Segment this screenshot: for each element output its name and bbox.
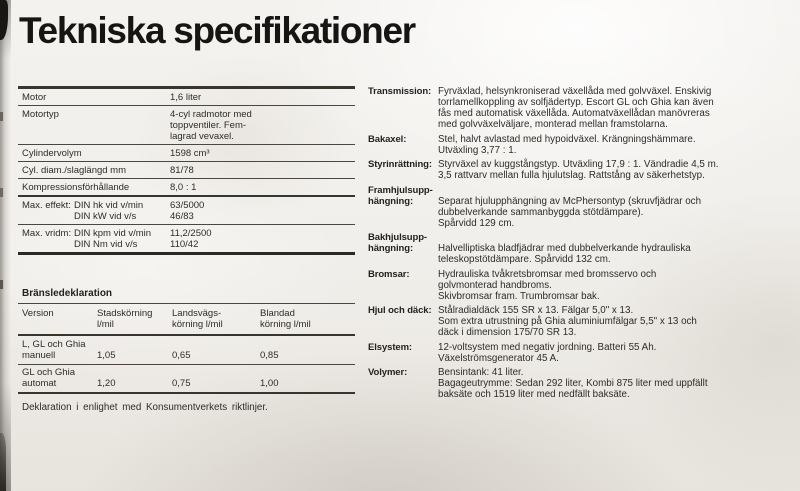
section-label-line: hängning: <box>368 195 414 207</box>
spec-section <box>368 159 788 181</box>
section-text-line: Spårvidd 129 cm. <box>438 217 515 229</box>
spec-row-prefix <box>22 211 74 222</box>
fuel-version-cell <box>22 367 97 389</box>
spec-sublabel: DIN kpm vid v/min <box>74 227 152 239</box>
section-text-line: Utväxling 3,77 : 1. <box>438 144 517 156</box>
fuel-value: 1,20 <box>97 378 116 389</box>
fuel-declaration <box>18 288 355 413</box>
section-label-line: Framhjulsupp- <box>368 184 433 196</box>
fuel-declaration-note: Deklaration i enlighet med Konsumentverkets riktlinjer. <box>22 402 268 413</box>
fuel-value: 1,00 <box>260 378 279 389</box>
spec-value <box>170 109 355 142</box>
section-label <box>368 232 438 265</box>
fuel-declaration-title: Bränsledeklaration <box>22 288 113 299</box>
fuel-header-line: körning l/mil <box>260 319 311 330</box>
fuel-header-line: l/mil <box>97 319 114 330</box>
spec-value-line: 8,0 : 1 <box>170 181 197 193</box>
scan-artifact-edge-ticks <box>0 112 3 121</box>
section-text-line: Styrväxel av kuggstångstyp. Utväxling 17,9 : 1. Vändradie 4,5 m. <box>438 159 719 170</box>
section-text-line: 3,5 rattvarv mellan fulla hjulutslag. Rattstång av säkerhetstyp. <box>438 170 705 181</box>
engine-spec-table <box>18 86 355 255</box>
spec-row <box>18 225 355 252</box>
spec-section <box>368 305 788 338</box>
spec-row <box>18 145 355 162</box>
spec-row <box>18 106 355 145</box>
section-text-line: golvmonterad handbroms. <box>438 279 552 291</box>
spec-row-prefix: Max. vridm: <box>22 227 72 239</box>
fuel-value: 0,75 <box>172 378 191 389</box>
fuel-version-line: manuell <box>22 349 56 361</box>
spec-value <box>170 148 355 159</box>
spec-label: Kompressionsförhållande <box>22 181 130 193</box>
section-text-line: Skivbromsar fram. Trumbromsar bak. <box>438 290 600 302</box>
spec-value-line: 81/78 <box>170 164 194 176</box>
spec-value-line: 1598 cm³ <box>170 147 210 159</box>
section-label <box>368 134 438 156</box>
spec-section <box>368 269 788 302</box>
spec-value: 11,2/2500 <box>170 227 212 239</box>
fuel-value: 0,85 <box>260 349 279 361</box>
fuel-column-header <box>97 308 172 330</box>
section-text-line: med golvväxelväljare, monterad mellan framstolarna. <box>438 119 668 130</box>
section-text-line: Hydrauliska tvåkretsbromsar med bromsservo och <box>438 268 657 280</box>
section-text <box>438 269 788 302</box>
spec-section <box>368 134 788 156</box>
section-text-line: fås med automatisk växellåda. Automatväxellådan manövreras <box>438 108 710 119</box>
spec-value <box>170 92 355 103</box>
spec-value <box>170 165 355 176</box>
section-text-line: baksäte och 1519 liter med nedfällt baksäte. <box>438 389 630 400</box>
spec-value-line: lagrad vevaxel. <box>170 130 234 142</box>
spec-row-prefix: Max. effekt: <box>22 199 71 211</box>
section-label-line: Transmission: <box>368 86 432 97</box>
spec-subrow <box>22 200 355 211</box>
spec-label: Cyl. diam./slaglängd mm <box>22 164 127 176</box>
section-label-line: Bakaxel: <box>368 133 407 145</box>
section-text-line: Som extra utrustning på Ghia aluminiumfälgar 5,5" x 13 och <box>438 316 697 327</box>
section-text <box>438 185 788 229</box>
section-text <box>438 367 788 400</box>
section-text <box>438 232 788 265</box>
fuel-table-header <box>18 304 355 336</box>
section-text-line: Stålradialdäck 155 SR x 13. Fälgar 5,0" x 13. <box>438 305 634 316</box>
spec-sublabel: DIN Nm vid v/s <box>74 238 138 250</box>
spec-row <box>18 162 355 179</box>
spec-value: 110/42 <box>170 238 199 250</box>
scan-artifact-bottom-left <box>0 433 6 491</box>
section-label <box>368 367 438 400</box>
spec-label: Motor <box>22 91 47 103</box>
spec-subrow <box>22 239 355 250</box>
fuel-column-header <box>260 308 355 330</box>
section-text-line: Bensintank: 41 liter. <box>438 367 524 378</box>
fuel-value: 1,05 <box>97 349 116 361</box>
section-text-line: 12-voltsystem med negativ jordning. Batteri 55 Ah. <box>438 341 657 353</box>
section-label <box>368 342 438 364</box>
spec-row <box>18 197 355 225</box>
fuel-column-header <box>22 308 97 330</box>
page-binding-shadow <box>0 0 11 491</box>
fuel-header-line: Landsvägs- <box>172 308 222 319</box>
section-label-line: hängning: <box>368 243 414 254</box>
fuel-version-line: GL och Ghia <box>22 367 75 378</box>
spec-sublabel: DIN kW vid v/s <box>74 210 137 222</box>
section-text-line: Bagageutrymme: Sedan 292 liter, Kombi 875 liter med uppfällt <box>438 378 708 389</box>
fuel-table <box>18 303 355 394</box>
fuel-row <box>18 336 355 365</box>
section-label <box>368 159 438 181</box>
spec-value: 46/83 <box>170 210 194 222</box>
section-label <box>368 185 438 229</box>
fuel-column-header <box>172 308 260 330</box>
spec-row <box>18 89 355 106</box>
section-text-line: Fyrväxlad, helsynkroniserad växellåda med golvväxel. Enskivig <box>438 86 712 97</box>
fuel-version-line: automat <box>22 378 57 389</box>
section-label-line: Elsystem: <box>368 341 412 353</box>
spec-section <box>368 367 788 400</box>
fuel-version-line: L, GL och Ghia <box>22 338 86 350</box>
section-label <box>368 269 438 302</box>
section-text-line: teleskopstötdämpare. Spårvidd 132 cm. <box>438 254 611 265</box>
section-text-line: torrlamellkoppling av solfjädertyp. Escort GL och Ghia kan även <box>438 97 714 108</box>
section-text <box>438 159 788 181</box>
section-text-line: dubbelverkande sammanbyggda stötdämpare). <box>438 206 644 218</box>
spec-label: Cylindervolym <box>22 147 82 159</box>
section-text-line: Halvelliptiska bladfjädrar med dubbelverkande hydrauliska <box>438 243 691 254</box>
spec-value-line: toppventiler. Fem- <box>170 119 247 131</box>
fuel-header-line: Version <box>22 308 54 319</box>
spec-subrow <box>22 228 355 239</box>
section-label-line: Bromsar: <box>368 268 410 280</box>
fuel-header-line: körning l/mil <box>172 319 223 330</box>
section-label-line: Bakhjulsupp- <box>368 232 427 243</box>
right-column-sections <box>368 86 788 404</box>
page-title: Tekniska specifikationer <box>19 10 415 51</box>
section-text-line: Stel, halvt avlastad med hypoidväxel. Krängningshämmare. <box>438 133 696 145</box>
spec-label: Motortyp <box>22 108 59 120</box>
spec-section <box>368 86 788 130</box>
spec-section <box>368 232 788 265</box>
section-text-line: Separat hjulupphängning av McPhersontyp (skruvfjädrar och <box>438 195 702 207</box>
spec-sublabel: DIN hk vid v/min <box>74 199 144 211</box>
section-label <box>368 305 438 338</box>
spec-row-prefix <box>22 239 74 250</box>
spec-section <box>368 185 788 229</box>
fuel-header-line: Blandad <box>260 308 295 319</box>
section-label <box>368 86 438 130</box>
spec-value: 63/5000 <box>170 199 205 211</box>
spec-value-line: 4-cyl radmotor med <box>170 108 252 120</box>
left-column <box>18 86 355 413</box>
fuel-row <box>18 365 355 395</box>
section-label-line: Hjul och däck: <box>368 305 432 316</box>
section-text <box>438 305 788 338</box>
spec-section <box>368 342 788 364</box>
section-text-line: däck i dimension 175/70 SR 13. <box>438 327 577 338</box>
section-label-line: Styrinrättning: <box>368 159 432 170</box>
section-text-line: Växelströmsgenerator 45 A. <box>438 352 559 364</box>
spec-value <box>170 182 355 193</box>
fuel-header-line: Stadskörning <box>97 308 153 319</box>
section-label-line: Volymer: <box>368 367 408 378</box>
fuel-version-cell <box>22 339 97 361</box>
section-text <box>438 342 788 364</box>
spec-row <box>18 179 355 197</box>
spec-subrow <box>22 211 355 222</box>
section-text <box>438 134 788 156</box>
fuel-value: 0,65 <box>172 349 191 361</box>
spec-value-line: 1,6 liter <box>170 91 202 103</box>
section-text <box>438 86 788 130</box>
